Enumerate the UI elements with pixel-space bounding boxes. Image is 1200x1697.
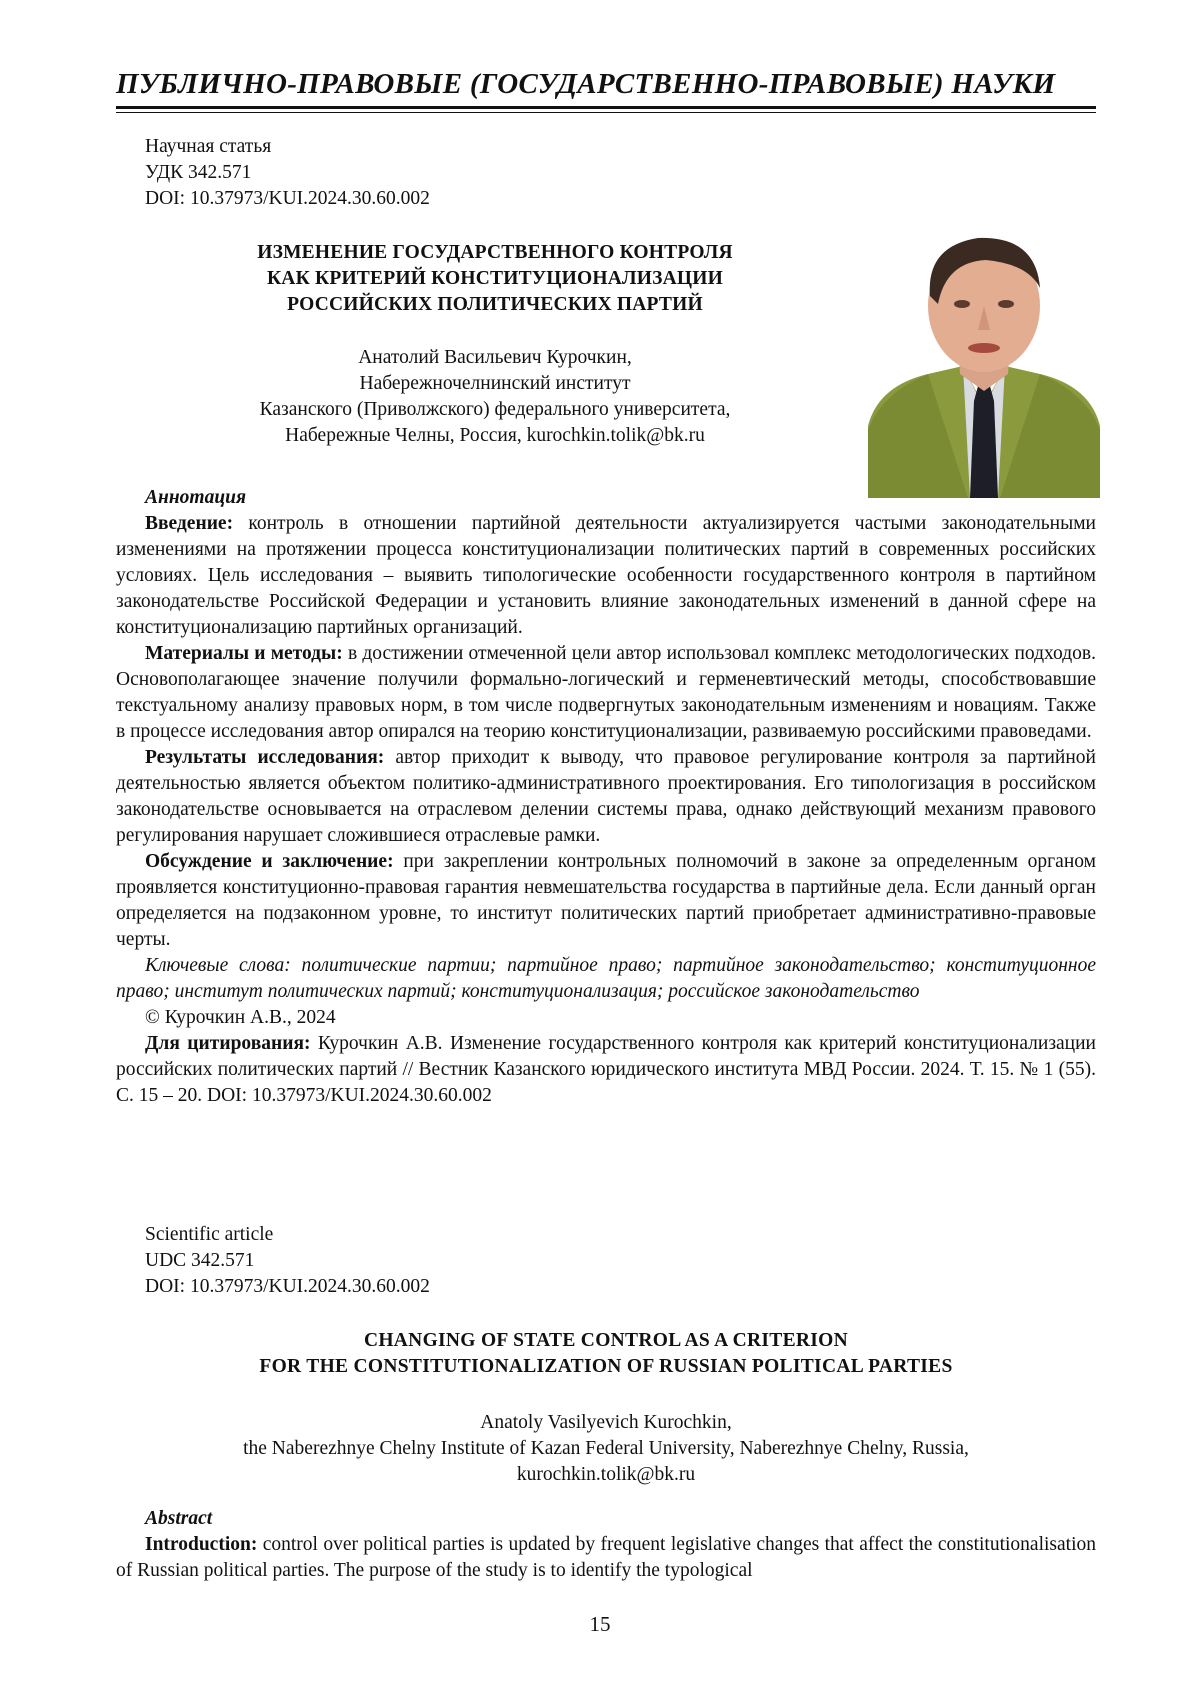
abstract-label-en: Abstract xyxy=(116,1506,1096,1532)
abstract-results xyxy=(116,745,1096,849)
keywords: Ключевые слова: политические партии; партийное право; партийное законодательство; конституционное право; институт политических партий; конституционализация; российское законодательство xyxy=(116,953,1096,1005)
author-email-en: kurochkin.tolik@bk.ru xyxy=(116,1462,1096,1488)
author-affiliation-en: the Naberezhnye Chelny Institute of Kazan Federal University, Naberezhnye Chelny, Russia, xyxy=(116,1436,1096,1462)
ru-meta-block xyxy=(145,134,430,212)
article-title-en xyxy=(116,1328,1096,1380)
header-rule-thin xyxy=(116,112,1096,113)
section-label: Материалы и методы: xyxy=(145,643,343,664)
section-text: контроль в отношении партийной деятельности актуализируется частыми законодательными изменениями на протяжении процесса конституционализации политических партий в современных российских условиях. Цель исследования – выявить типологические особенности государственного контроля в партийном законодательстве Российской Федерации и установить влияние законодательных изменений в данной сфере на конституционализацию партийных организаций. xyxy=(116,513,1096,638)
section-text: при закреплении контрольных полномочий в законе за определенным органом проявляется конституционно-правовая гарантия невмешательства государства в партийные дела. Если данный орган определяется на подзаконном уровне, то институт политических партий приобретает административно-правовые черты. xyxy=(116,851,1096,950)
udc-en: UDC 342.571 xyxy=(145,1248,430,1274)
citation-label: Для цитирования: xyxy=(145,1033,311,1054)
author-block-ru xyxy=(190,345,800,449)
abstract-introduction xyxy=(116,511,1096,641)
citation-text: Курочкин А.В. Изменение государственного контроля как критерий конституционализации российских политических партий // Вестник Казанского юридического института МВД России. 2024. Т. 15. № 1 (55). С. 15 – 20. DOI: 10.37973/KUI.2024.30.60.002 xyxy=(116,1033,1096,1106)
abstract-discussion xyxy=(116,849,1096,953)
author-affiliation: Набережночелнинский институт xyxy=(190,371,800,397)
copyright: © Курочкин А.В., 2024 xyxy=(116,1005,1096,1031)
abstract-ru xyxy=(116,485,1096,1109)
citation xyxy=(116,1031,1096,1109)
page-number: 15 xyxy=(560,1612,640,1637)
author-location-email: Набережные Челны, Россия, kurochkin.tolik@bk.ru xyxy=(190,423,800,449)
udc: УДК 342.571 xyxy=(145,160,430,186)
en-meta-block xyxy=(145,1222,430,1300)
article-type: Научная статья xyxy=(145,134,430,160)
abstract-label: Аннотация xyxy=(116,485,1096,511)
abstract-en xyxy=(116,1506,1096,1584)
article-type-en: Scientific article xyxy=(145,1222,430,1248)
abstract-methods xyxy=(116,641,1096,745)
author-affiliation: Казанского (Приволжского) федерального университета, xyxy=(190,397,800,423)
article-title-ru xyxy=(195,240,795,318)
title-line: CHANGING OF STATE CONTROL AS A CRITERION xyxy=(116,1328,1096,1354)
doi-en: DOI: 10.37973/KUI.2024.30.60.002 xyxy=(145,1274,430,1300)
header-rule-thick xyxy=(116,106,1096,109)
doi: DOI: 10.37973/KUI.2024.30.60.002 xyxy=(145,186,430,212)
journal-section-title: ПУБЛИЧНО-ПРАВОВЫЕ (ГОСУДАРСТВЕННО-ПРАВОВЫЕ) НАУКИ xyxy=(116,68,1096,101)
section-label: Результаты исследования: xyxy=(145,747,384,768)
title-line: ИЗМЕНЕНИЕ ГОСУДАРСТВЕННОГО КОНТРОЛЯ xyxy=(195,240,795,266)
author-name-en: Anatoly Vasilyevich Kurochkin, xyxy=(116,1410,1096,1436)
section-text: автор приходит к выводу, что правовое регулирование контроля за партийной деятельностью является объектом политико-административного проектирования. Его типологизация в российском законодательстве основывается на отраслевом делении системы права, однако действующий механизм правового регулирования нарушает сложившиеся отраслевые рамки. xyxy=(116,747,1096,846)
section-label: Введение: xyxy=(145,513,233,534)
title-line: КАК КРИТЕРИЙ КОНСТИТУЦИОНАЛИЗАЦИИ xyxy=(195,266,795,292)
abstract-introduction-en xyxy=(116,1532,1096,1584)
section-label: Обсуждение и заключение: xyxy=(145,851,394,872)
section-text: control over political parties is updated by frequent legislative changes that affect the constitutionalisation of Russian political parties. The purpose of the study is to identify the typological xyxy=(116,1534,1096,1581)
author-photo xyxy=(868,226,1100,498)
author-block-en xyxy=(116,1410,1096,1488)
section-text: в достижении отмеченной цели автор использовал комплекс методологических подходов. Основополагающее значение получили формально-логический и герменевтический методы, способствовавшие текстуальному анализу правовых норм, в том числе подвергнутых законодательным изменениям и новациям. Также в процессе исследования автор опирался на теорию конституционализации, развиваемую российскими правоведами. xyxy=(116,643,1096,742)
section-label: Introduction: xyxy=(145,1534,257,1555)
title-line: FOR THE CONSTITUTIONALIZATION OF RUSSIAN POLITICAL PARTIES xyxy=(116,1354,1096,1380)
title-line: РОССИЙСКИХ ПОЛИТИЧЕСКИХ ПАРТИЙ xyxy=(195,292,795,318)
author-name: Анатолий Васильевич Курочкин, xyxy=(190,345,800,371)
